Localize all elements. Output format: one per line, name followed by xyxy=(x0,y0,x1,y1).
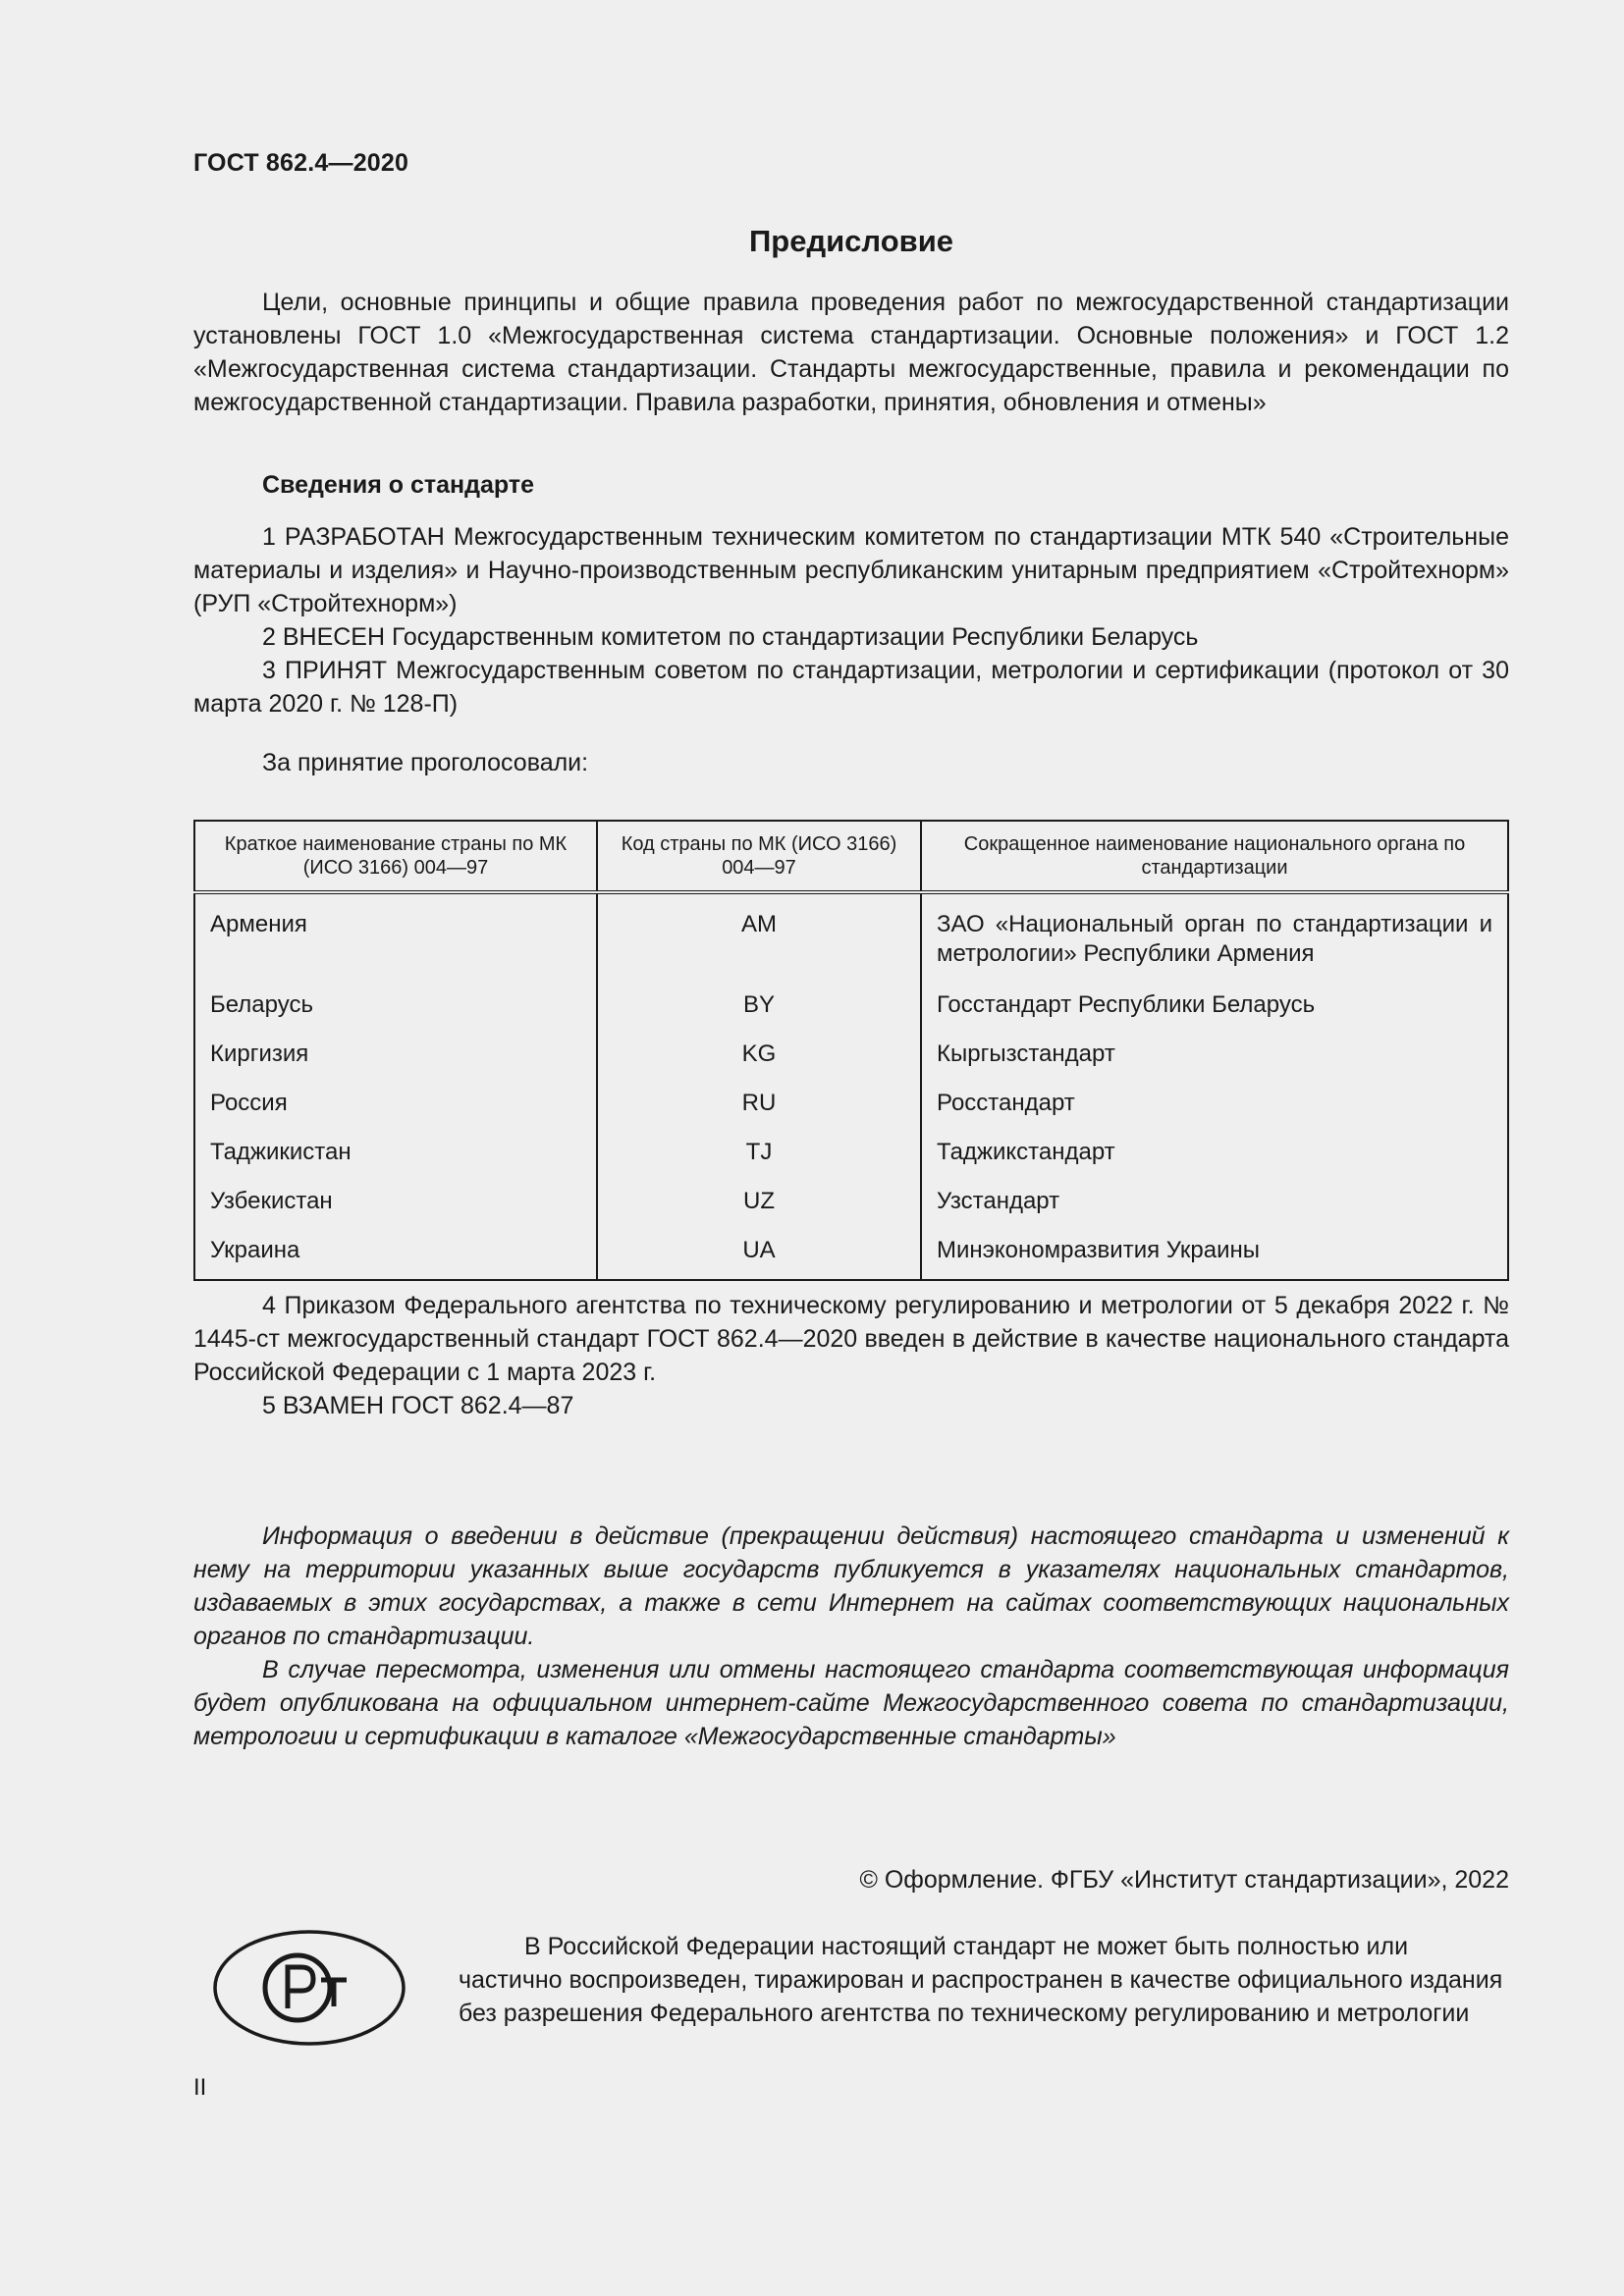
voting-table xyxy=(193,820,1509,1281)
legal-notice xyxy=(459,1930,1509,2030)
info-heading: Сведения о стандарте xyxy=(262,471,535,499)
notice-block xyxy=(193,1520,1509,1753)
code-cell: RU xyxy=(597,1083,921,1132)
body-cell: Минэкономразвития Украины xyxy=(921,1230,1508,1280)
country-cell: Россия xyxy=(194,1083,597,1132)
standard-info-list xyxy=(193,520,1509,721)
code-cell: BY xyxy=(597,985,921,1034)
body-cell: ЗАО «Национальный орган по стандартизации и метрологии» Республики Армения xyxy=(921,892,1508,985)
info-item-5: 5 ВЗАМЕН ГОСТ 862.4—87 xyxy=(262,1392,574,1419)
pct-certification-logo-icon xyxy=(211,1928,407,2048)
legal-text: В Российской Федерации настоящий стандарт не может быть полностью или частично воспроизведен, тиражирован и распространен в качестве официального издания без разрешения Федерального агентства по техническому регулированию и метрологии xyxy=(459,1933,1503,2027)
country-cell: Киргизия xyxy=(194,1034,597,1083)
code-cell: UA xyxy=(597,1230,921,1280)
voted-label: За принятие проголосовали: xyxy=(262,749,589,776)
header-body: Сокращенное наименование национального органа по стандартизации xyxy=(921,821,1508,892)
document-code: ГОСТ 862.4—2020 xyxy=(193,149,409,177)
country-cell: Украина xyxy=(194,1230,597,1280)
table-row xyxy=(194,892,1508,985)
country-cell: Армения xyxy=(194,892,597,985)
code-cell: UZ xyxy=(597,1181,921,1230)
page-number: II xyxy=(193,2074,207,2101)
country-cell: Беларусь xyxy=(194,985,597,1034)
info-item-2: 2 ВНЕСЕН Государственным комитетом по стандартизации Республики Беларусь xyxy=(262,623,1199,651)
table-row xyxy=(194,1083,1508,1132)
body-cell: Кыргызстандарт xyxy=(921,1034,1508,1083)
intro-text: Цели, основные принципы и общие правила проведения работ по межгосударственной стандартизации установлены ГОСТ 1.0 «Межгосударственная система стандартизации. Основные положения» и ГОСТ 1.2 «Межгосударственная система стандартизации. Стандарты межгосударственные, правила и рекомендации по межгосударственной стандартизации. Правила разработки, принятия, обновления и отмены» xyxy=(193,289,1509,416)
country-cell: Узбекистан xyxy=(194,1181,597,1230)
body-cell: Госстандарт Республики Беларусь xyxy=(921,985,1508,1034)
country-cell: Таджикистан xyxy=(194,1132,597,1181)
notice-paragraph-1: Информация о введении в действие (прекращении действия) настоящего стандарта и изменений к нему на территории указанных выше государств публикуется в указателях национальных стандартов, издаваемых в этих государствах, а также в сети Интернет на сайтах соответствующих национальных органов по стандартизации. xyxy=(193,1522,1509,1650)
section-title: Предисловие xyxy=(748,224,953,258)
copyright-line: © Оформление. ФГБУ «Институт стандартизации», 2022 xyxy=(859,1866,1509,1894)
code-cell: KG xyxy=(597,1034,921,1083)
table-row xyxy=(194,1181,1508,1230)
header-country: Краткое наименование страны по МК (ИСО 3166) 004—97 xyxy=(194,821,597,892)
info-item-3: 3 ПРИНЯТ Межгосударственным советом по стандартизации, метрологии и сертификации (протокол от 30 марта 2020 г. № 128-П) xyxy=(193,657,1509,718)
body-cell: Таджикстандарт xyxy=(921,1132,1508,1181)
table-row xyxy=(194,985,1508,1034)
intro-paragraph xyxy=(193,286,1509,419)
body-cell: Росстандарт xyxy=(921,1083,1508,1132)
table-header-row xyxy=(194,821,1508,892)
header-code: Код страны по МК (ИСО 3166) 004—97 xyxy=(597,821,921,892)
enactment-list xyxy=(193,1289,1509,1422)
body-cell: Узстандарт xyxy=(921,1181,1508,1230)
code-cell: TJ xyxy=(597,1132,921,1181)
info-item-4: 4 Приказом Федерального агентства по техническому регулированию и метрологии от 5 декабря 2022 г. № 1445-ст межгосударственный стандарт ГОСТ 862.4—2020 введен в действие в качестве национального стандарта Российской Федерации с 1 марта 2023 г. xyxy=(193,1292,1509,1386)
info-item-1: 1 РАЗРАБОТАН Межгосударственным техническим комитетом по стандартизации МТК 540 «Строительные материалы и изделия» и Научно-производственным республиканским унитарным предприятием «Стройтехнорм» (РУП «Стройтехнорм») xyxy=(193,523,1509,617)
table-row xyxy=(194,1230,1508,1280)
code-cell: AM xyxy=(597,892,921,985)
notice-paragraph-2: В случае пересмотра, изменения или отмены настоящего стандарта соответствующая информация будет опубликована на официальном интернет-сайте Межгосударственного совета по стандартизации, метрологии и сертификации в каталоге «Межгосударственные стандарты» xyxy=(193,1656,1509,1750)
table-row xyxy=(194,1034,1508,1083)
table-row xyxy=(194,1132,1508,1181)
